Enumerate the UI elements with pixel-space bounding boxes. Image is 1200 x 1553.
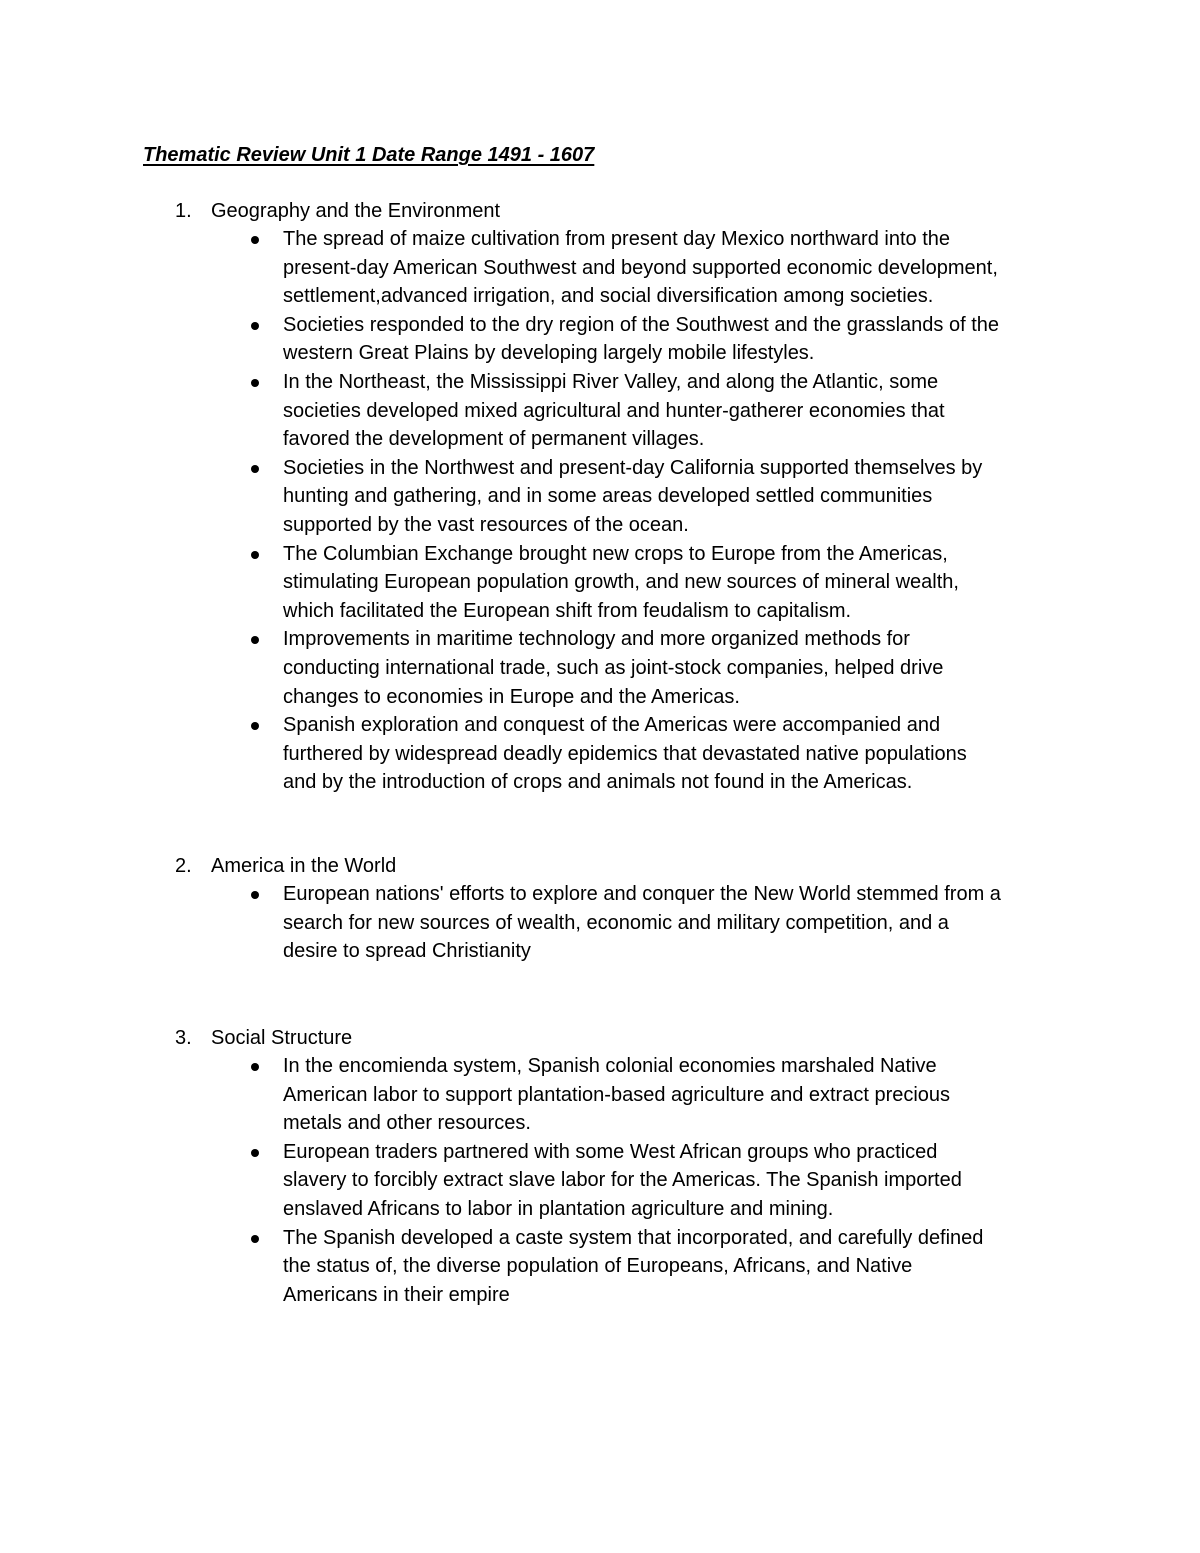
bullet-text-line: present-day American Southwest and beyond supported economic development, (283, 256, 998, 279)
bullet-list (0, 880, 1200, 966)
bullet-item (0, 1138, 1073, 1224)
bullet-icon (251, 1063, 259, 1071)
bullet-text-line: Americans in their empire (283, 1283, 510, 1306)
section-title: Geography and the Environment (211, 200, 501, 222)
bullet-icon (251, 379, 259, 387)
bullet-text-line: The Columbian Exchange brought new crops to Europe from the Americas, (283, 542, 948, 565)
bullet-text-line: The Spanish developed a caste system that incorporated, and carefully defined (283, 1226, 984, 1249)
section-title: Social Structure (211, 1027, 353, 1049)
bullet-text-line: the status of, the diverse population of Europeans, Africans, and Native (283, 1255, 913, 1278)
bullet-text-line: western Great Plains by developing largely mobile lifestyles. (283, 342, 815, 365)
section-social-structure (0, 1024, 1200, 1309)
bullet-text-line: In the encomienda system, Spanish colonial economies marshaled Native (283, 1055, 937, 1077)
bullet-item (0, 1052, 1073, 1138)
bullet-text-line: stimulating European population growth, and new sources of mineral wealth, (283, 571, 959, 594)
bullet-icon (251, 722, 259, 730)
bullet-icon (251, 1149, 259, 1157)
bullet-item (0, 880, 1073, 966)
bullet-text-line: Societies in the Northwest and present-day California supported themselves by (283, 456, 983, 479)
document-title: Thematic Review Unit 1 Date Range 1491 - 1607 (143, 144, 595, 166)
bullet-item (0, 1224, 1073, 1310)
bullet-text-line: The spread of maize cultivation from present day Mexico northward into the (283, 228, 950, 250)
section-america-in-the-world (0, 852, 1200, 966)
bullet-text-line: Spanish exploration and conquest of the Americas were accompanied and (283, 714, 941, 737)
bullet-list (0, 1052, 1200, 1309)
bullet-text-line: supported by the vast resources of the ocean. (283, 513, 689, 536)
bullet-text-line: metals and other resources. (283, 1112, 531, 1135)
bullet-item (0, 368, 1073, 454)
bullet-list (0, 225, 1200, 797)
bullet-icon (251, 551, 259, 559)
bullet-text-line: societies developed mixed agricultural and hunter-gatherer economies that (283, 399, 945, 422)
section-number: 1. (175, 200, 192, 222)
bullet-icon (251, 465, 259, 473)
section-heading (0, 197, 1200, 225)
bullet-icon (251, 891, 259, 899)
bullet-text-line: European nations' efforts to explore and conquer the New World stemmed from a (283, 883, 1001, 905)
bullet-text-line: settlement,advanced irrigation, and social diversification among societies. (283, 285, 934, 308)
section-geography-environment (0, 197, 1200, 797)
bullet-text-line: hunting and gathering, and in some areas developed settled communities (283, 485, 933, 508)
bullet-text-line: enslaved Africans to labor in plantation agriculture and mining. (283, 1197, 834, 1220)
bullet-item (0, 711, 1073, 797)
section-heading (0, 1024, 1200, 1052)
section-number: 3. (175, 1027, 192, 1049)
bullet-item (0, 225, 1073, 311)
bullet-text-line: search for new sources of wealth, economic and military competition, and a (283, 911, 949, 934)
bullet-text-line: desire to spread Christianity (283, 940, 531, 963)
bullet-item (0, 540, 1073, 626)
bullet-item (0, 625, 1073, 711)
bullet-text-line: conducting international trade, such as joint-stock companies, helped drive (283, 656, 944, 679)
bullet-text-line: favored the development of permanent villages. (283, 428, 705, 451)
bullet-icon (251, 636, 259, 644)
bullet-text-line: furthered by widespread deadly epidemics that devastated native populations (283, 742, 967, 765)
bullet-text-line: In the Northeast, the Mississippi River Valley, and along the Atlantic, some (283, 370, 939, 393)
bullet-text-line: and by the introduction of crops and animals not found in the Americas. (283, 771, 913, 794)
bullet-text-line: Societies responded to the dry region of the Southwest and the grasslands of the (283, 313, 1000, 336)
bullet-text-line: Improvements in maritime technology and more organized methods for (283, 628, 910, 651)
bullet-icon (251, 236, 259, 244)
bullet-item (0, 454, 1073, 540)
bullet-text-line: which facilitated the European shift from feudalism to capitalism. (283, 599, 852, 622)
bullet-text-line: American labor to support plantation-based agriculture and extract precious (283, 1083, 951, 1106)
section-number: 2. (175, 855, 192, 877)
section-title: America in the World (211, 855, 397, 877)
bullet-icon (251, 1235, 259, 1243)
section-heading (0, 852, 1200, 880)
bullet-text-line: European traders partnered with some West African groups who practiced (283, 1140, 938, 1163)
bullet-text-line: changes to economies in Europe and the Americas. (283, 685, 740, 708)
bullet-text-line: slavery to forcibly extract slave labor for the Americas. The Spanish imported (283, 1169, 962, 1192)
bullet-icon (251, 322, 259, 330)
bullet-item (0, 311, 1073, 368)
